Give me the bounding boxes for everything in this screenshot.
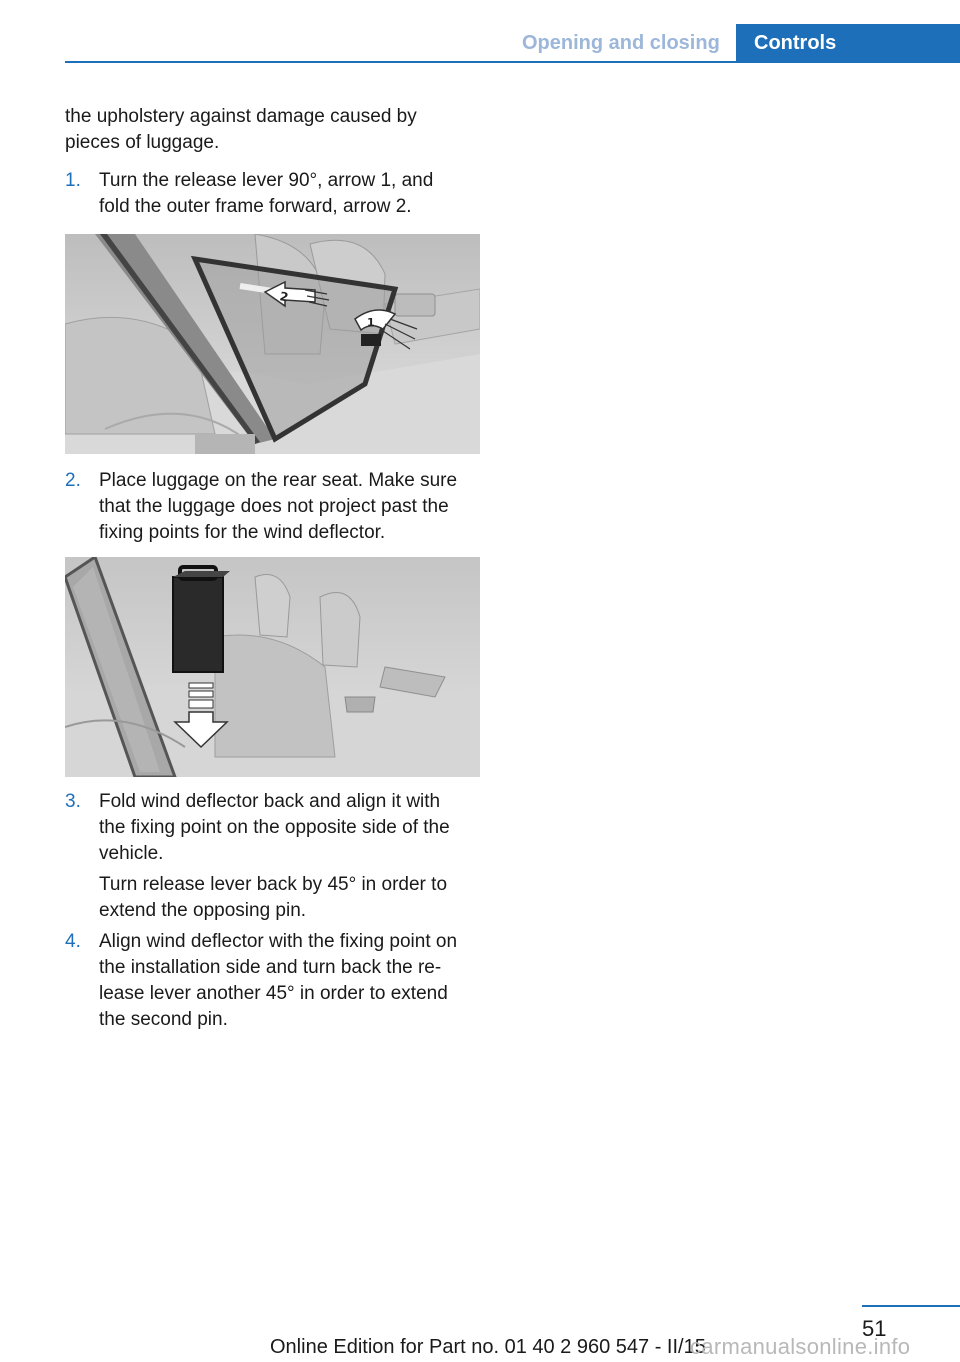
step-4-line-3: lease lever another 45° in order to extend [99, 983, 448, 1004]
step-2-line-2: that the luggage does not project past the [99, 496, 449, 517]
intro-line-2: pieces of luggage. [65, 132, 220, 153]
step-3-line-3: vehicle. [99, 843, 164, 864]
luggage-illustration [65, 557, 480, 777]
intro-line-1: the upholstery against damage caused by [65, 106, 417, 127]
footer-edition-text: Online Edition for Part no. 01 40 2 960 547 - II/15 [270, 1336, 706, 1358]
page-number: 51 [862, 1316, 887, 1341]
header-section-title: Opening and closing [522, 32, 720, 54]
step-3-extra-line-1: Turn release lever back by 45° in order to [99, 874, 448, 895]
step-3-line-2: the fixing point on the opposite side of the [99, 817, 450, 838]
step-2-line-1: Place luggage on the rear seat. Make sure [99, 470, 458, 491]
footer-divider [862, 1305, 960, 1307]
step-4-number: 4. [65, 931, 81, 952]
step-1-number: 1. [65, 170, 81, 191]
header-chapter-tab: Controls [736, 24, 960, 62]
step-2-number: 2. [65, 470, 81, 491]
step-4-line-2: the installation side and turn back the re‐ [99, 957, 442, 978]
fold-frame-illustration [65, 234, 480, 454]
figure-fold-frame [65, 234, 480, 454]
step-1-line-2: fold the outer frame forward, arrow 2. [99, 196, 412, 217]
step-3-line-1: Fold wind deflector back and align it with [99, 791, 441, 812]
step-1-line-1: Turn the release lever 90°, arrow 1, and [99, 170, 434, 191]
step-3-extra-line-2: extend the opposing pin. [99, 900, 307, 921]
arrow-1-label: 1 [367, 316, 375, 329]
step-4-line-4: the second pin. [99, 1009, 228, 1030]
watermark-text: carmanualsonline.info [690, 1334, 911, 1359]
figure-place-luggage [65, 557, 480, 777]
step-2-line-3: fixing points for the wind deflector. [99, 522, 386, 543]
step-3-number: 3. [65, 791, 81, 812]
arrow-2-label: 2 [278, 289, 290, 305]
step-4-line-1: Align wind deflector with the fixing point on [99, 931, 458, 952]
header-divider [65, 61, 960, 63]
